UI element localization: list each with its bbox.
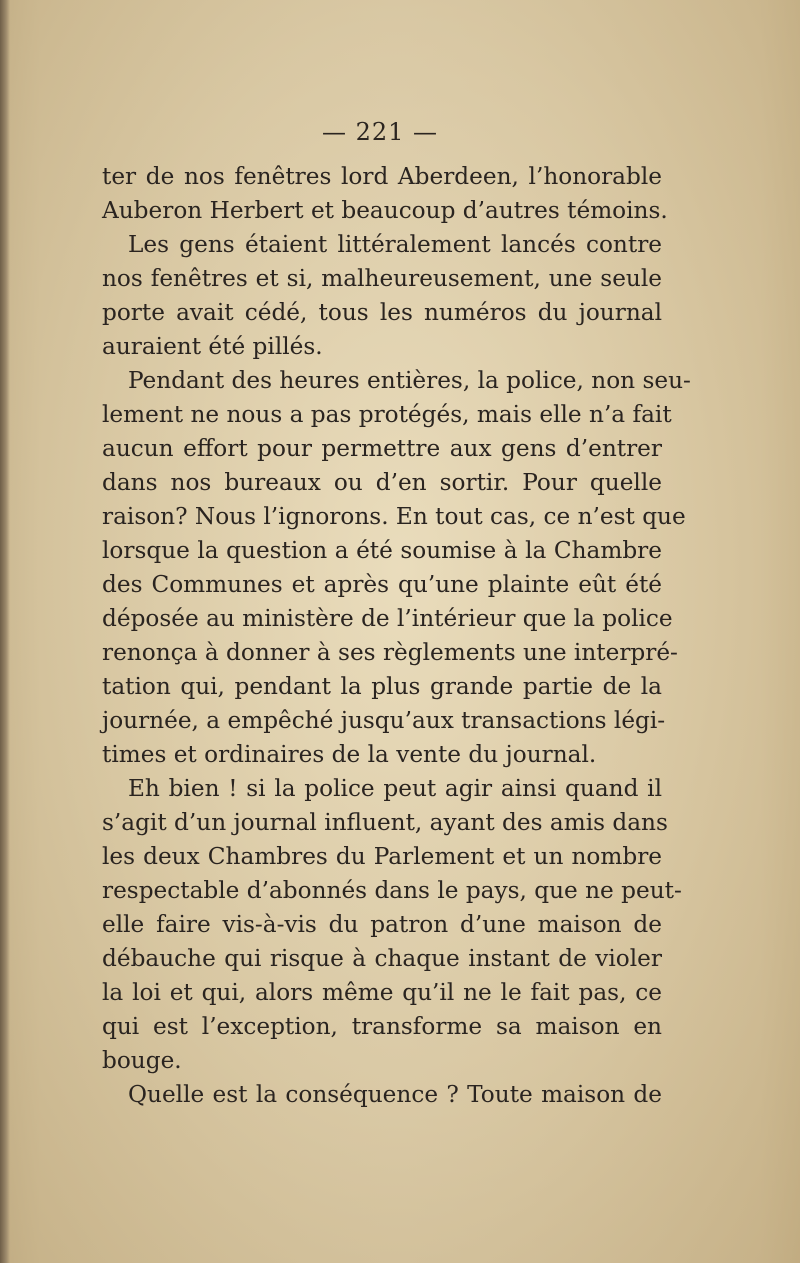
- text-line: times et ordinaires de la vente du journal.: [102, 741, 597, 768]
- text-line: porte avait cédé, tous les numéros du journal: [102, 299, 662, 326]
- text-line: lorsque la question a été soumise à la Chambre: [102, 537, 662, 564]
- text-line: qui est l’exception, transforme sa maison en: [102, 1013, 662, 1040]
- body-text: [102, 160, 691, 1112]
- text-line: la loi et qui, alors même qu’il ne le fait pas, ce: [102, 979, 662, 1006]
- text-line: dans nos bureaux ou d’en sortir. Pour quelle: [102, 469, 662, 496]
- text-line: elle faire vis-à-vis du patron d’une maison de: [102, 911, 662, 938]
- text-line: Auberon Herbert et beaucoup d’autres témoins.: [102, 197, 668, 224]
- text-line: déposée au ministère de l’intérieur que la police: [102, 605, 673, 632]
- text-line: raison? Nous l’ignorons. En tout cas, ce n’est que: [102, 503, 686, 530]
- text-line: aucun effort pour permettre aux gens d’entrer: [102, 435, 662, 462]
- text-line: s’agit d’un journal influent, ayant des amis dans: [102, 809, 668, 836]
- text-line: Pendant des heures entières, la police, non seu-: [128, 367, 691, 394]
- text-line: Quelle est la conséquence ? Toute maison de: [128, 1081, 662, 1108]
- text-line: auraient été pillés.: [102, 333, 323, 360]
- text-line: lement ne nous a pas protégés, mais elle n’a fait: [102, 401, 672, 428]
- text-line: bouge.: [102, 1047, 182, 1074]
- text-line: Les gens étaient littéralement lancés contre: [128, 231, 662, 258]
- text-line: renonça à donner à ses règlements une interpré-: [102, 639, 678, 666]
- text-line: débauche qui risque à chaque instant de violer: [102, 945, 662, 972]
- text-line: Eh bien ! si la police peut agir ainsi quand il: [128, 775, 662, 802]
- text-line: les deux Chambres du Parlement et un nombre: [102, 843, 662, 870]
- page-number: — 221 —: [321, 118, 439, 146]
- text-line: des Communes et après qu’une plainte eût été: [102, 571, 662, 598]
- text-line: tation qui, pendant la plus grande partie de la: [102, 673, 662, 700]
- text-line: nos fenêtres et si, malheureusement, une seule: [102, 265, 662, 292]
- text-line: ter de nos fenêtres lord Aberdeen, l’honorable: [102, 163, 662, 190]
- page-spine-shadow: [0, 0, 10, 1263]
- text-line: journée, a empêché jusqu’aux transactions légi-: [102, 707, 666, 734]
- text-line: respectable d’abonnés dans le pays, que ne peut-: [102, 877, 682, 904]
